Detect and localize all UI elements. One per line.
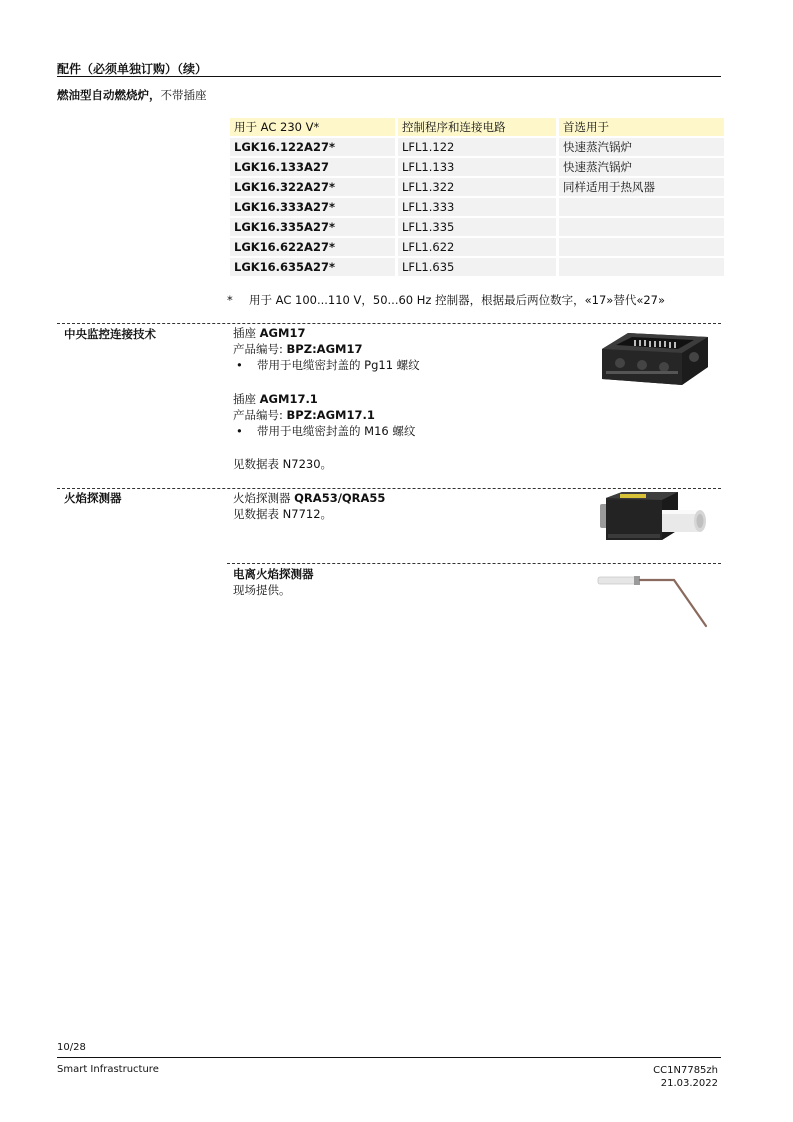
table-cell: 快速蒸汽锅炉 xyxy=(559,138,724,156)
page-number: 10/28 xyxy=(57,1042,86,1053)
table-row xyxy=(230,138,724,156)
feature-text: 带用于电缆密封盖的 Pg11 螺纹 xyxy=(257,358,420,372)
agm17-1-code xyxy=(233,407,415,423)
table-row xyxy=(230,178,724,196)
table-cell: LGK16.635A27* xyxy=(230,258,395,276)
agm17-1-title xyxy=(233,391,415,407)
table-cell: LFL1.622 xyxy=(398,238,556,256)
flame-detector-label: 火焰探测器 xyxy=(64,491,122,505)
section-title: 配件（必须单独订购）（续） xyxy=(57,62,208,76)
table-footnote xyxy=(227,292,665,308)
agm17-title xyxy=(233,325,420,341)
table-cell: LGK16.333A27* xyxy=(230,198,395,216)
table-cell: LGK16.122A27* xyxy=(230,138,395,156)
footnote-text: 用于 AC 100...110 V，50...60 Hz 控制器，根据最后两位数字，«17»替代«27» xyxy=(249,293,666,307)
agm17-1-block xyxy=(233,391,415,439)
table-cell: LGK16.622A27* xyxy=(230,238,395,256)
table-header-cell: 用于 AC 230 V* xyxy=(230,118,395,136)
section-divider xyxy=(57,323,721,324)
table-cell: LFL1.635 xyxy=(398,258,556,276)
bullet: • xyxy=(236,358,243,372)
burner-control-table xyxy=(227,116,727,278)
flame-datasheet-ref: 见数据表 N7712。 xyxy=(233,507,333,521)
socket-agm17-image xyxy=(598,327,712,391)
table-cell: LFL1.322 xyxy=(398,178,556,196)
agm17-feature xyxy=(233,357,420,373)
subsection-heading-rest: 不带插座 xyxy=(160,88,207,102)
document-id: CC1N7785zh xyxy=(653,1065,718,1076)
section-divider xyxy=(227,563,721,564)
footer-company: Smart Infrastructure xyxy=(57,1064,159,1075)
header-rule xyxy=(57,76,721,77)
flame-detector-block xyxy=(233,490,385,522)
table-cell: LGK16.322A27* xyxy=(230,178,395,196)
ionization-probe-note: 现场提供。 xyxy=(233,583,291,597)
product-code: BPZ:AGM17 xyxy=(286,342,363,356)
footnote-marker: * xyxy=(227,293,233,307)
agm17-block xyxy=(233,325,420,373)
table-cell xyxy=(559,238,724,256)
section-divider xyxy=(57,488,721,489)
bullet: • xyxy=(236,424,243,438)
document-date: 21.03.2022 xyxy=(660,1078,718,1089)
flame-detector-image xyxy=(596,490,714,550)
table-cell: LGK16.133A27 xyxy=(230,158,395,176)
central-monitoring-label: 中央监控连接技术 xyxy=(64,327,156,341)
code-prefix: 产品编号: xyxy=(233,342,287,356)
flame-detector-name xyxy=(233,490,385,506)
agm17-1-feature xyxy=(233,423,415,439)
feature-text: 带用于电缆密封盖的 M16 螺纹 xyxy=(257,424,416,438)
footer-doc-info xyxy=(653,1064,718,1090)
code-prefix: 产品编号: xyxy=(233,408,287,422)
socket-prefix: 插座 xyxy=(233,392,260,406)
socket-prefix: 插座 xyxy=(233,326,260,340)
table-cell: 同样适用于热风器 xyxy=(559,178,724,196)
socket-name: AGM17 xyxy=(259,326,306,340)
ionization-probe-title: 电离火焰探测器 xyxy=(233,567,314,581)
central-datasheet-ref: 见数据表 N7230。 xyxy=(233,457,333,471)
product-code: BPZ:AGM17.1 xyxy=(286,408,375,422)
name-prefix: 火焰探测器 xyxy=(233,491,295,505)
table-cell xyxy=(559,258,724,276)
table-row xyxy=(230,258,724,276)
ionization-probe-block xyxy=(233,566,314,598)
footer-rule xyxy=(57,1057,721,1058)
table-row xyxy=(230,238,724,256)
subsection-heading xyxy=(57,87,207,103)
ionization-probe-image xyxy=(596,568,714,632)
table-cell: 快速蒸汽锅炉 xyxy=(559,158,724,176)
table-cell xyxy=(559,218,724,236)
socket-name: AGM17.1 xyxy=(259,392,318,406)
agm17-code xyxy=(233,341,420,357)
table-cell: LFL1.333 xyxy=(398,198,556,216)
table-row xyxy=(230,198,724,216)
table-header-cell: 控制程序和连接电路 xyxy=(398,118,556,136)
table-header-row xyxy=(230,118,724,136)
table-header-cell: 首选用于 xyxy=(559,118,724,136)
subsection-heading-bold: 燃油型自动燃烧炉， xyxy=(57,88,161,102)
table-cell: LFL1.133 xyxy=(398,158,556,176)
table-cell xyxy=(559,198,724,216)
table-cell: LFL1.335 xyxy=(398,218,556,236)
flame-detector-model: QRA53/QRA55 xyxy=(294,491,386,505)
table-cell: LGK16.335A27* xyxy=(230,218,395,236)
table-row xyxy=(230,158,724,176)
table-cell: LFL1.122 xyxy=(398,138,556,156)
table-row xyxy=(230,218,724,236)
